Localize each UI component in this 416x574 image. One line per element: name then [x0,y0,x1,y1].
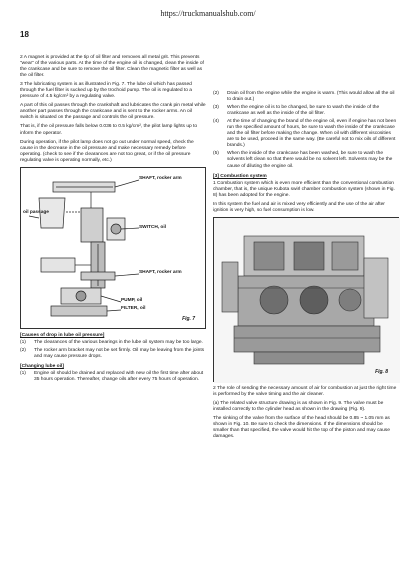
figure-8-swirl-chamber-photo [213,217,399,382]
list-number: (2) [213,91,219,96]
paragraph-magnet: 2 A magnet is provided at the tip of oil filter and removes all metal grit. This prevents “wear” of the various parts. At the time of the engine oil is changed, clean the inside of the crankcase and be sure to remove the oil filter. Clean the magnetic filter as well as the oil filter. [20,55,204,79]
lubrication-drawing [21,168,207,330]
list-item-cause-1 [20,340,206,346]
list-item-cause-2 [20,348,206,360]
label-pump-oil: PUMP, oil [121,297,143,303]
right-column [213,91,399,443]
list-number: (4) [213,119,219,125]
paragraph-valve-timing: 2 The role of sending the necessary amount of air for combustion at just the right time is performed by the valve timing and the air cleaner. [213,385,397,397]
figure-8-caption: Fig. 8 [375,368,388,375]
paragraph-valve-sinking: The sinking of the valve from the surface of the head should be 0.85 ~ 1.05 mm as shown in Fig. 10. Be sure to check the dimensions. If the dimensions should be smaller than that specified, the valve would hit the top of the piston and may cause damages. [213,416,390,440]
label-switch-oil: SWITCH, oil [139,224,166,230]
paragraph-pilot-lamp: That is, if the oil pressure falls below 0.036 to 0.5 kg/cm², the pilot lamp lights up to inform the operator. [20,124,198,136]
label-oil-passage: oil passage [23,209,49,215]
paragraph-operation-check: During operation, if the pilot lamp does not go out under normal speed, check the cause in the decrease in the oil pressure and make necessary remedy before operating. (check to see if the clearances are not too great, or if the oil pressure regulating valve is operating normally, etc.) [20,139,194,163]
list-item-change-5 [213,151,399,169]
figure-7-caption: Fig. 7 [182,315,195,322]
list-number: (1) [20,370,26,376]
list-text: The clearances of the various bearings in the lube oil system may be too large. [34,339,203,345]
paragraph-combustion-1: 1 Combustion system which is even more efficient than the conventional combustion chamber, that is, the unique Kubota swirl chamber combustion system (shown in Fig. 8) has been adopted for the engine. [213,180,395,198]
paragraph-oil-passage: A part of this oil passes through the crankshaft and lubricates the crank pin metal while another part passes through the crankcase and is sent to the rocker arms. An oil switch is situated on the passage and controls the oil pressure. [20,103,206,121]
list-item-change-4 [213,119,399,149]
list-text: When the inside of the crankcase has been washed, be sure to wash the solvents left clean so that there would be no solvent left. Solvents may be the cause of diluting the engine oil. [227,151,393,169]
list-text: Drain oil from the engine while the engine is warm. (This would allow all the oil to drain out.) [227,91,395,103]
list-number: (3) [213,105,219,111]
heading-changing-lube-oil: [Changing lube oil] [20,363,64,369]
left-column [20,55,206,385]
list-text: When the engine oil is to be changed, be sure to wash the inside of the crankcase as well as the inside of the oil filter. [227,105,380,117]
label-filter-oil: FILTER, oil [121,305,146,311]
page-number: 18 [20,30,29,39]
engine-cutaway-drawing [214,218,400,383]
list-text: The rocker arm bracket may not be set firmly. Oil may be leaving from the joints and may cause pressure drops. [34,347,205,359]
paragraph-lubricating-system: 3 The lubricating system is as illustrated in Fig. 7. The lube oil which has passed through the fuel filter is sucked up by the trochoid pump. The oil is regulated to a pressure of 4.5 kg/cm² by a regulating valve. [20,82,192,100]
heading-combustion-system: [3] Combustion system [213,173,267,179]
list-item-change-1 [20,371,206,383]
list-number: (5) [213,151,219,157]
figure-7-lubrication-diagram [20,167,206,329]
list-number: (1) [20,339,26,345]
paragraph-valve-structure: (a) The related valve structure drawing is as shown in Fig. 9. The valve must be installed correctly to the cylinder head as shown in the drawing (Fig. 9). [213,400,384,412]
label-shaft-rocker-arm: SHAFT, rocker arm [139,175,182,181]
page-header-url: https://truckmanualshub.com/ [160,9,256,18]
list-item-change-3 [213,105,399,117]
label-shaft-rocker-arm-2: SHAFT, rocker arm [139,269,182,275]
paragraph-combustion-2: In this system the fuel and air is mixed very efficiently and the use of the air after ignition is very high, so fuel consumption is low. [213,201,385,213]
list-item-change-2 [213,91,399,103]
list-text: Engine oil should be drained and replaced with new oil the first time after about 35 hours operation. Thereafter, change oils after every 75 hours of operation. [34,370,204,383]
list-number: (2) [20,347,26,353]
heading-causes-drop: [Causes of drop in lube oil pressure] [20,332,105,338]
list-text: At the time of changing the brand of the engine oil, even if engine has not been run the specified amount of hours, be sure to wash the inside of the crankcase and the oil filter before making the change. When oil with different viscosities are to be used, proceed in the same way. (Be careful not to mix oils of different brands.) [227,119,397,149]
